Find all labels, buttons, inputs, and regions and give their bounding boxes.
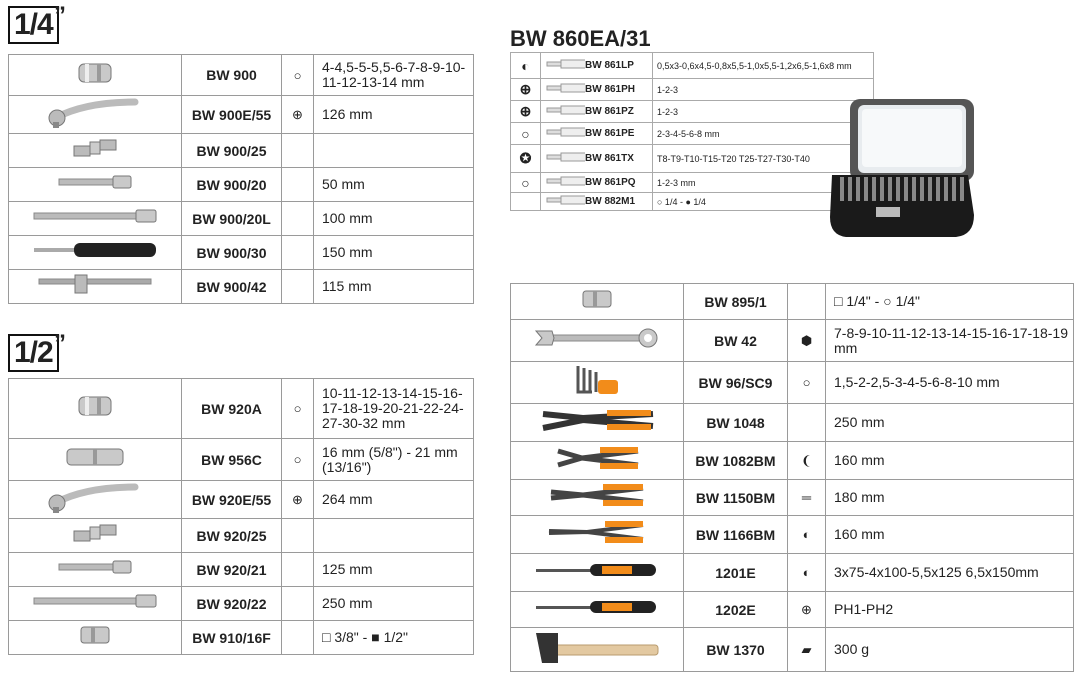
size-spec: 100 mm: [314, 202, 474, 236]
size-spec: 150 mm: [314, 236, 474, 270]
product-code: BW 1048: [684, 404, 788, 442]
table-row: [511, 79, 874, 101]
table-row: [9, 96, 474, 134]
bit-code-label: BW 861LP: [585, 60, 634, 72]
table-row: [9, 236, 474, 270]
tool-image: [511, 404, 684, 442]
profile-symbol: ◐: [788, 554, 826, 592]
product-code: BW 910/16F: [182, 621, 282, 655]
tool-image: [9, 55, 182, 96]
half-inch-table: [8, 378, 474, 655]
product-code: BW 900/20: [182, 168, 282, 202]
bit-case-image: [828, 95, 978, 243]
bit-code: [541, 123, 653, 145]
bit-icon: [545, 152, 585, 165]
table-row: [511, 404, 1074, 442]
product-code: BW 1150BM: [684, 480, 788, 516]
profile-symbol: [282, 519, 314, 553]
product-code: BW 920E/55: [182, 481, 282, 519]
ext-long-icon: [30, 211, 160, 228]
size-spec: 264 mm: [314, 481, 474, 519]
table-row: [9, 168, 474, 202]
size-spec: 16 mm (5/8") - 21 mm (13/16"): [314, 439, 474, 481]
tool-image: [9, 481, 182, 519]
product-code: BW 1370: [684, 628, 788, 672]
product-code: BW 920/22: [182, 587, 282, 621]
table-row: [511, 145, 874, 173]
product-code: BW 920/25: [182, 519, 282, 553]
tool-image: [511, 554, 684, 592]
bit-spec: 2-3-4-5-6-8 mm: [653, 123, 874, 145]
bit-code-label: BW 861PE: [585, 128, 635, 140]
product-code: BW 900: [182, 55, 282, 96]
tool-image: [511, 362, 684, 404]
size-spec: 7-8-9-10-11-12-13-14-15-16-17-18-19 mm: [826, 320, 1074, 362]
profile-symbol: ⊕: [282, 481, 314, 519]
table-row: [9, 519, 474, 553]
bit-spec: ○ 1/4 - ● 1/4: [653, 193, 874, 211]
tool-image: [511, 284, 684, 320]
tool-image: [9, 202, 182, 236]
bit-icon: [545, 127, 585, 140]
profile-symbol: ◐: [788, 516, 826, 554]
table-row: [511, 592, 1074, 628]
profile-symbol: [282, 621, 314, 655]
size-spec: 250 mm: [314, 587, 474, 621]
quarter-inch-table: [8, 54, 474, 304]
bit-code-label: BW 861PZ: [585, 106, 634, 118]
product-code: BW 920A: [182, 379, 282, 439]
size-spec: 115 mm: [314, 270, 474, 304]
table-row: [9, 481, 474, 519]
product-code: BW 956C: [182, 439, 282, 481]
bit-code: [541, 79, 653, 101]
bit-code-label: BW 861PQ: [585, 177, 636, 189]
product-code: BW 900E/55: [182, 96, 282, 134]
table-row: [511, 554, 1074, 592]
bit-icon: [545, 59, 585, 72]
size-spec: 250 mm: [826, 404, 1074, 442]
profile-symbol: ▰: [788, 628, 826, 672]
size-spec: 4-4,5-5-5,5-6-7-8-9-10-11-12-13-14 mm: [314, 55, 474, 96]
product-code: BW 1166BM: [684, 516, 788, 554]
bit-profile-symbol: ○: [511, 123, 541, 145]
bit-profile-symbol: ⊕: [511, 101, 541, 123]
table-row: [511, 173, 874, 193]
tool-image: [9, 134, 182, 168]
profile-symbol: ○: [282, 55, 314, 96]
section-title-quarter-inch: 1/4: [8, 6, 59, 44]
product-code: BW 900/20L: [182, 202, 282, 236]
phillips-screwdriver-icon: [532, 603, 662, 620]
flat-screwdriver-icon: [532, 566, 662, 583]
table-row: [511, 628, 1074, 672]
tool-image: [511, 442, 684, 480]
bit-profile-symbol: ✪: [511, 145, 541, 173]
ujoint-icon: [70, 147, 120, 164]
profile-symbol: [282, 587, 314, 621]
tool-image: [9, 379, 182, 439]
size-spec: 180 mm: [826, 480, 1074, 516]
ratchet-icon: [45, 115, 145, 132]
bit-code: [541, 173, 653, 193]
size-spec: 10-11-12-13-14-15-16-17-18-19-20-21-22-24-27-30-32 mm: [314, 379, 474, 439]
long-nose-pliers-icon: [547, 534, 647, 551]
product-code: BW 900/42: [182, 270, 282, 304]
ext-short-icon: [55, 177, 135, 194]
size-spec: 50 mm: [314, 168, 474, 202]
screwdriver-handle-icon: [30, 246, 160, 263]
profile-symbol: ⊕: [282, 96, 314, 134]
table-row: [511, 53, 874, 79]
table-row: [9, 621, 474, 655]
profile-symbol: [282, 236, 314, 270]
wrench-icon: [532, 338, 662, 355]
t-bar-icon: [35, 284, 155, 301]
adapter-icon: [75, 634, 115, 651]
profile-symbol: [282, 168, 314, 202]
bit-spec: 1-2-3: [653, 79, 874, 101]
tool-image: [511, 480, 684, 516]
table-row: [9, 379, 474, 439]
tool-image: [9, 553, 182, 587]
profile-symbol: ❨: [788, 442, 826, 480]
adapter-icon: [577, 298, 617, 315]
profile-symbol: ═: [788, 480, 826, 516]
table-row: [9, 55, 474, 96]
bit-code-label: BW 861TX: [585, 153, 634, 165]
tool-image: [9, 168, 182, 202]
product-code: BW 920/21: [182, 553, 282, 587]
table-row: [511, 320, 1074, 362]
table-row: [9, 553, 474, 587]
bit-spec: 1-2-3 mm: [653, 173, 874, 193]
tool-image: [9, 96, 182, 134]
product-code: 1201E: [684, 554, 788, 592]
size-spec: 160 mm: [826, 516, 1074, 554]
size-spec: 300 g: [826, 628, 1074, 672]
tool-image: [511, 516, 684, 554]
size-spec: 3x75-4x100-5,5x125 6,5x150mm: [826, 554, 1074, 592]
bit-spec: T8-T9-T10-T15-T20 T25-T27-T30-T40: [653, 145, 874, 173]
product-code: BW 900/25: [182, 134, 282, 168]
product-code: BW 96/SC9: [684, 362, 788, 404]
size-spec: [314, 519, 474, 553]
inch-mark: ”: [54, 330, 66, 357]
ujoint-icon: [70, 532, 120, 549]
size-spec: □ 3/8" - ■ 1/2": [314, 621, 474, 655]
table-row: [511, 101, 874, 123]
bit-code: [541, 101, 653, 123]
combination-pliers-icon: [547, 497, 647, 514]
bit-profile-symbol: ⊕: [511, 79, 541, 101]
spark-socket-icon: [65, 456, 125, 473]
bit-code: [541, 145, 653, 173]
hand-tools-table: [510, 283, 1074, 672]
size-spec: [314, 134, 474, 168]
bit-code-label: BW 861PH: [585, 84, 636, 96]
tool-image: [511, 628, 684, 672]
water-pump-pliers-icon: [537, 423, 657, 440]
profile-symbol: [788, 284, 826, 320]
hex-keys-icon: [572, 385, 622, 402]
tool-image: [9, 270, 182, 304]
product-code: BW 42: [684, 320, 788, 362]
size-spec: PH1-PH2: [826, 592, 1074, 628]
profile-symbol: ⬢: [788, 320, 826, 362]
table-row: [511, 442, 1074, 480]
bit-code: [541, 53, 653, 79]
table-row: [9, 587, 474, 621]
table-row: [9, 439, 474, 481]
tool-image: [9, 236, 182, 270]
table-row: [511, 516, 1074, 554]
profile-symbol: [282, 134, 314, 168]
table-row: [511, 284, 1074, 320]
diagonal-cutters-icon: [552, 460, 642, 477]
profile-symbol: [282, 553, 314, 587]
size-spec: 126 mm: [314, 96, 474, 134]
bit-kit-table: [510, 52, 874, 211]
profile-symbol: ○: [282, 439, 314, 481]
table-row: [511, 362, 1074, 404]
ext-short-icon: [55, 562, 135, 579]
hammer-icon: [532, 652, 662, 669]
bit-code: [541, 193, 653, 211]
tool-image: [9, 587, 182, 621]
tool-image: [511, 592, 684, 628]
size-spec: 160 mm: [826, 442, 1074, 480]
table-row: [9, 134, 474, 168]
profile-symbol: ○: [282, 379, 314, 439]
bit-profile-symbol: [511, 193, 541, 211]
bit-icon: [545, 83, 585, 96]
table-row: [511, 480, 1074, 516]
size-spec: 1,5-2-2,5-3-4-5-6-8-10 mm: [826, 362, 1074, 404]
product-code: BW 895/1: [684, 284, 788, 320]
socket-icon: [75, 72, 115, 89]
profile-symbol: ○: [788, 362, 826, 404]
socket-icon: [75, 405, 115, 422]
size-spec: □ 1/4" - ○ 1/4": [826, 284, 1074, 320]
table-row: [9, 202, 474, 236]
product-code: BW 900/30: [182, 236, 282, 270]
bit-icon: [545, 176, 585, 189]
table-row: [511, 123, 874, 145]
bit-spec: 0,5x3-0,6x4,5-0,8x5,5-1,0x5,5-1,2x6,5-1,6x8 mm: [653, 53, 874, 79]
profile-symbol: ⊕: [788, 592, 826, 628]
table-row: [9, 270, 474, 304]
tool-image: [511, 320, 684, 362]
kit-title: BW 860EA/31: [510, 26, 651, 51]
size-spec: 125 mm: [314, 553, 474, 587]
profile-symbol: [788, 404, 826, 442]
profile-symbol: [282, 202, 314, 236]
profile-symbol: [282, 270, 314, 304]
bit-icon: [545, 195, 585, 208]
product-code: 1202E: [684, 592, 788, 628]
ext-long-icon: [30, 596, 160, 613]
tool-image: [9, 519, 182, 553]
product-code: BW 1082BM: [684, 442, 788, 480]
bit-icon: [545, 105, 585, 118]
bit-spec: 1-2-3: [653, 101, 874, 123]
bit-profile-symbol: ○: [511, 173, 541, 193]
inch-mark: ”: [54, 2, 66, 29]
tool-image: [9, 621, 182, 655]
bit-profile-symbol: ◐: [511, 53, 541, 79]
bit-code-label: BW 882M1: [585, 196, 636, 208]
tool-image: [9, 439, 182, 481]
section-title-half-inch: 1/2: [8, 334, 59, 372]
table-row: [511, 193, 874, 211]
ratchet-icon: [45, 500, 145, 517]
